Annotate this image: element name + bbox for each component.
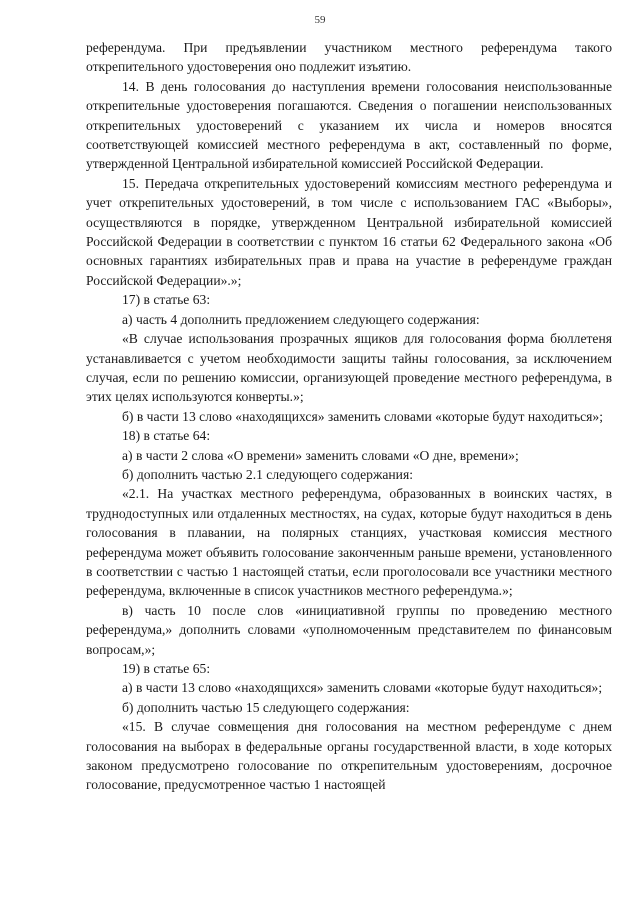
paragraph-continuation: референдума. При предъявлении участником местного референдума такого открепительного удостоверения оно подлежит изъятию. [86, 40, 612, 75]
paragraph-article-63-a: а) часть 4 дополнить предложением следующего содержания: [122, 311, 480, 327]
paragraph-article-64-v: в) часть 10 после слов «инициативной группы по проведению местного референдума,» дополнить словами «уполномоченным представителем по финансовым вопросам,»; [86, 602, 612, 657]
paragraph-item-15: 15. Передача открепительных удостоверений комиссиям местного референдума и учет открепительных удостоверений, в том числе с использованием ГАС «Выборы», осуществляются в порядке, утвержденном Центральной избирательной комиссией Российской Федерации в соответствии с пунктом 16 статьи 62 Федерального закона «Об основных гарантиях избирательных прав и права на участие в референдуме граждан Российской Федерации».»; [86, 175, 612, 288]
paragraph-article-63-b: б) в части 13 слово «находящихся» заменить словами «которые будут находиться»; [122, 408, 604, 424]
paragraph-quote-part-15: «15. В случае совмещения дня голосования на местном референдуме с днем голосования на выборах в федеральные органы государственной власти, в ходе которых законом предусмотрено голосование по открепительным удостоверениям, досрочное голосование, предусмотренное частью 1 настоящей [86, 719, 612, 793]
document-body [86, 38, 612, 795]
paragraph-article-65-b: б) дополнить частью 15 следующего содержания: [122, 699, 410, 715]
paragraph-quote-transparent-boxes: «В случае использования прозрачных ящиков для голосования форма бюллетеня устанавливается с учетом необходимости защиты тайны голосования, за исключением случая, если по решению комиссии, организующей проведение местного референдума, в этих целях используются конверты.»; [86, 331, 612, 405]
paragraph-article-65-a: а) в части 13 слово «находящихся» заменить словами «которые будут находиться»; [122, 680, 603, 696]
paragraph-article-65: 19) в статье 65: [122, 661, 211, 676]
paragraph-item-14: 14. В день голосования до наступления времени голосования неиспользованные открепительные удостоверения погашаются. Сведения о погашении неиспользованных открепительных удостоверений с указанием их числа и номеров вносятся соответствующей комиссией местного референдума в акт, составленный по форме, утвержденной Центральной избирательной комиссией Российской Федерации. [86, 78, 612, 172]
paragraph-article-64-a: а) в части 2 слова «О времени» заменить словами «О дне, времени»; [122, 447, 519, 463]
paragraph-quote-part-2-1: «2.1. На участках местного референдума, образованных в воинских частях, в труднодоступных или отдаленных местностях, на судах, которые будут находиться в день голосования в плавании, на полярных станциях, участковая комиссия местного референдума может объявить голосование законченным раньше времени, установленного в соответствии с частью 1 настоящей статьи, если проголосовали все участники местного референдума, включенные в список участников местного референдума.»; [86, 486, 612, 599]
paragraph-article-64-b: б) дополнить частью 2.1 следующего содержания: [122, 466, 413, 482]
paragraph-article-64: 18) в статье 64: [122, 428, 211, 444]
page-number: 59 [314, 14, 326, 26]
paragraph-article-63: 17) в статье 63: [122, 292, 211, 308]
